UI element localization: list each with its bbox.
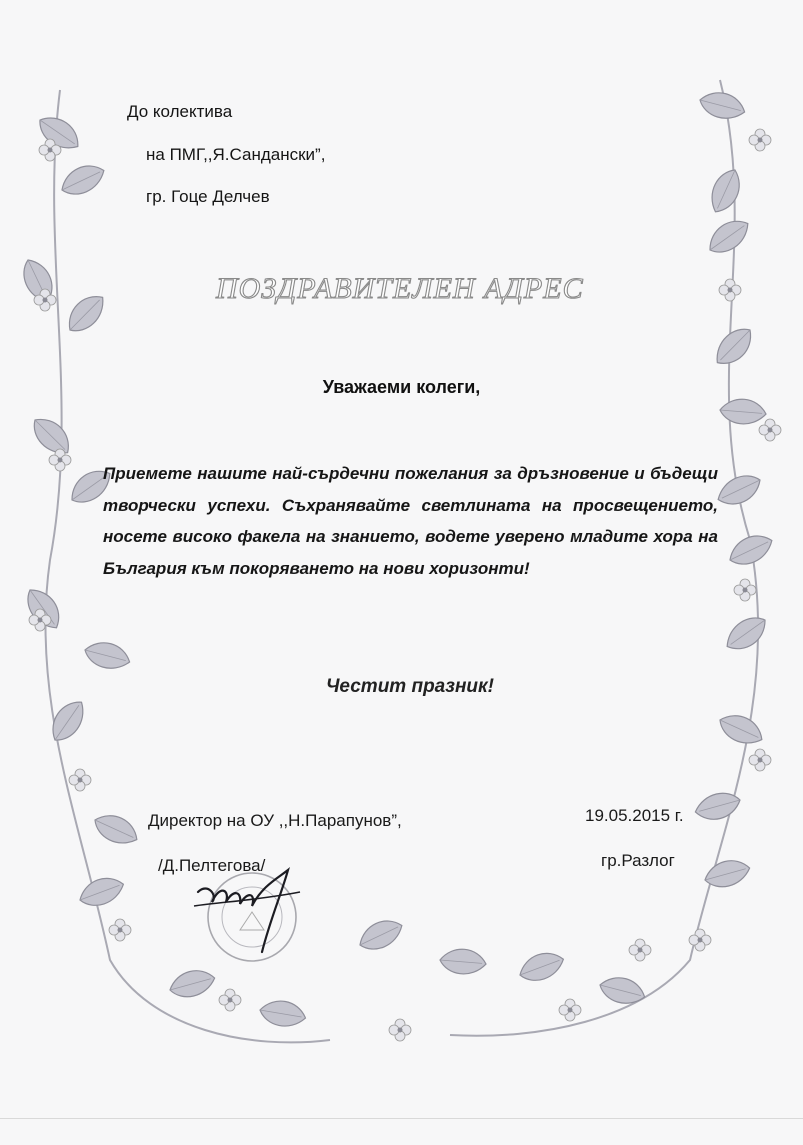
recipient-line-3: гр. Гоце Делчев [146, 187, 270, 206]
letter-body: Приемете нашите най-сърдечни пожелания за дръзновение и бъдещи творчески успехи. Съхранявайте светлината на просвещението, носете високо факела на знанието, водете уверено младите хора на България към покоряването на нови хоризонти! [103, 464, 718, 578]
signature-and-stamp [190, 862, 315, 967]
letter-title: ПОЗДРАВИТЕЛЕН АДРЕС [216, 272, 584, 305]
sender-city: гр.Разлог [601, 851, 675, 870]
recipient-line-1: До колектива [127, 102, 233, 121]
sender-position: Директор на ОУ ,,Н.Парапунов”, [148, 811, 402, 830]
letter-date: 19.05.2015 г. [585, 806, 684, 825]
sender-name: /Д.Пелтегова/ [158, 856, 266, 875]
recipient-line-2: на ПМГ,,Я.Сандански”, [146, 145, 326, 164]
scan-edge-line [0, 1118, 803, 1119]
closing-wish: Честит празник! [325, 676, 494, 697]
greeting: Уважаеми колеги, [322, 377, 481, 397]
